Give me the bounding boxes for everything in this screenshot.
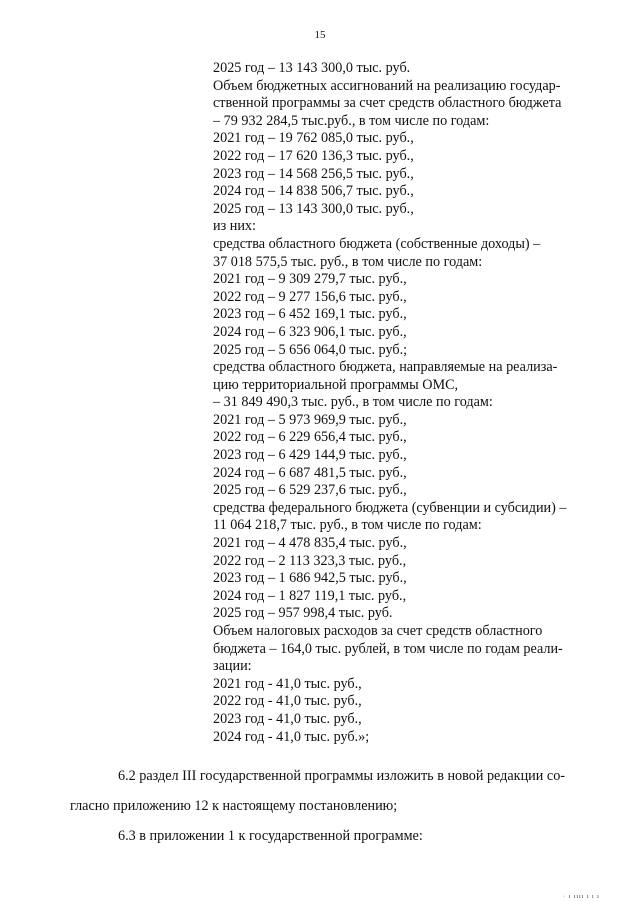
- funding-details-block: [213, 60, 603, 746]
- funding-line: 37 018 575,5 тыс. руб., в том числе по годам:: [213, 253, 483, 270]
- funding-line: Объем бюджетных ассигнований на реализацию государ-: [213, 77, 561, 94]
- funding-line: 2024 год – 14 838 506,7 тыс. руб.,: [213, 183, 414, 200]
- funding-line: 2025 год – 13 143 300,0 тыс. руб.,: [213, 200, 414, 217]
- page-number: 15: [314, 29, 326, 41]
- funding-line: 2024 год – 6 687 481,5 тыс. руб.,: [213, 464, 407, 481]
- funding-line: 2022 год - 41,0 тыс. руб.,: [213, 693, 362, 710]
- funding-line: 2023 год – 1 686 942,5 тыс. руб.,: [213, 570, 407, 587]
- funding-line: 2022 год – 2 113 323,3 тыс. руб.,: [213, 552, 407, 569]
- funding-line: из них:: [213, 218, 256, 235]
- funding-line: 2022 год – 6 229 656,4 тыс. руб.,: [213, 429, 407, 446]
- funding-line: 2025 год – 957 998,4 тыс. руб.: [213, 605, 393, 622]
- funding-line: 2024 год - 41,0 тыс. руб.»;: [213, 728, 370, 745]
- funding-line: бюджета – 164,0 тыс. рублей, в том числе по годам реали-: [213, 640, 563, 657]
- paragraph-6-3: 6.3 в приложении 1 к государственной программе:: [118, 828, 423, 844]
- funding-line: средства федерального бюджета (субвенции и субсидии) –: [213, 499, 567, 516]
- funding-line: зации:: [213, 658, 252, 675]
- funding-line: 2023 год – 6 452 169,1 тыс. руб.,: [213, 306, 407, 323]
- funding-line: 2023 год - 41,0 тыс. руб.,: [213, 710, 362, 727]
- funding-line: средства областного бюджета, направляемые на реализа-: [213, 359, 558, 376]
- funding-line: 2022 год – 9 277 156,6 тыс. руб.,: [213, 288, 407, 305]
- funding-line: 2025 год – 13 143 300,0 тыс. руб.: [213, 60, 411, 76]
- scan-marks: · ı ıııı ı ı ı: [563, 894, 600, 900]
- funding-line: 2021 год – 4 478 835,4 тыс. руб.,: [213, 535, 407, 552]
- funding-line: ственной программы за счет средств областного бюджета: [213, 95, 562, 112]
- funding-line: 2022 год – 17 620 136,3 тыс. руб.,: [213, 147, 414, 164]
- funding-line: 2023 год – 14 568 256,5 тыс. руб.,: [213, 165, 414, 182]
- funding-line: 2021 год – 5 973 969,9 тыс. руб.,: [213, 411, 407, 428]
- funding-line: – 79 932 284,5 тыс.руб., в том числе по годам:: [213, 112, 490, 129]
- funding-line: 2021 год – 9 309 279,7 тыс. руб.,: [213, 271, 407, 288]
- funding-line: 2025 год – 6 529 237,6 тыс. руб.,: [213, 482, 407, 499]
- funding-line: 2025 год – 5 656 064,0 тыс. руб.;: [213, 341, 408, 358]
- funding-line: Объем налоговых расходов за счет средств областного: [213, 623, 543, 639]
- funding-line: 2024 год – 1 827 119,1 тыс. руб.,: [213, 587, 407, 604]
- funding-line: 2021 год – 19 762 085,0 тыс. руб.,: [213, 130, 414, 147]
- funding-line: 2021 год - 41,0 тыс. руб.,: [213, 675, 362, 692]
- funding-line: средства областного бюджета (собственные доходы) –: [213, 235, 541, 252]
- funding-line: 11 064 218,7 тыс. руб., в том числе по годам:: [213, 517, 482, 534]
- funding-line: 2023 год – 6 429 144,9 тыс. руб.,: [213, 447, 407, 464]
- funding-line: цию территориальной программы ОМС,: [213, 376, 459, 393]
- funding-line: – 31 849 490,3 тыс. руб., в том числе по годам:: [213, 394, 493, 411]
- funding-line: 2024 год – 6 323 906,1 тыс. руб.,: [213, 323, 407, 340]
- paragraph-6-2-line-1: 6.2 раздел III государственной программы изложить в новой редакции со-: [118, 768, 566, 784]
- paragraph-6-2-line-2: гласно приложению 12 к настоящему постановлению;: [70, 798, 398, 814]
